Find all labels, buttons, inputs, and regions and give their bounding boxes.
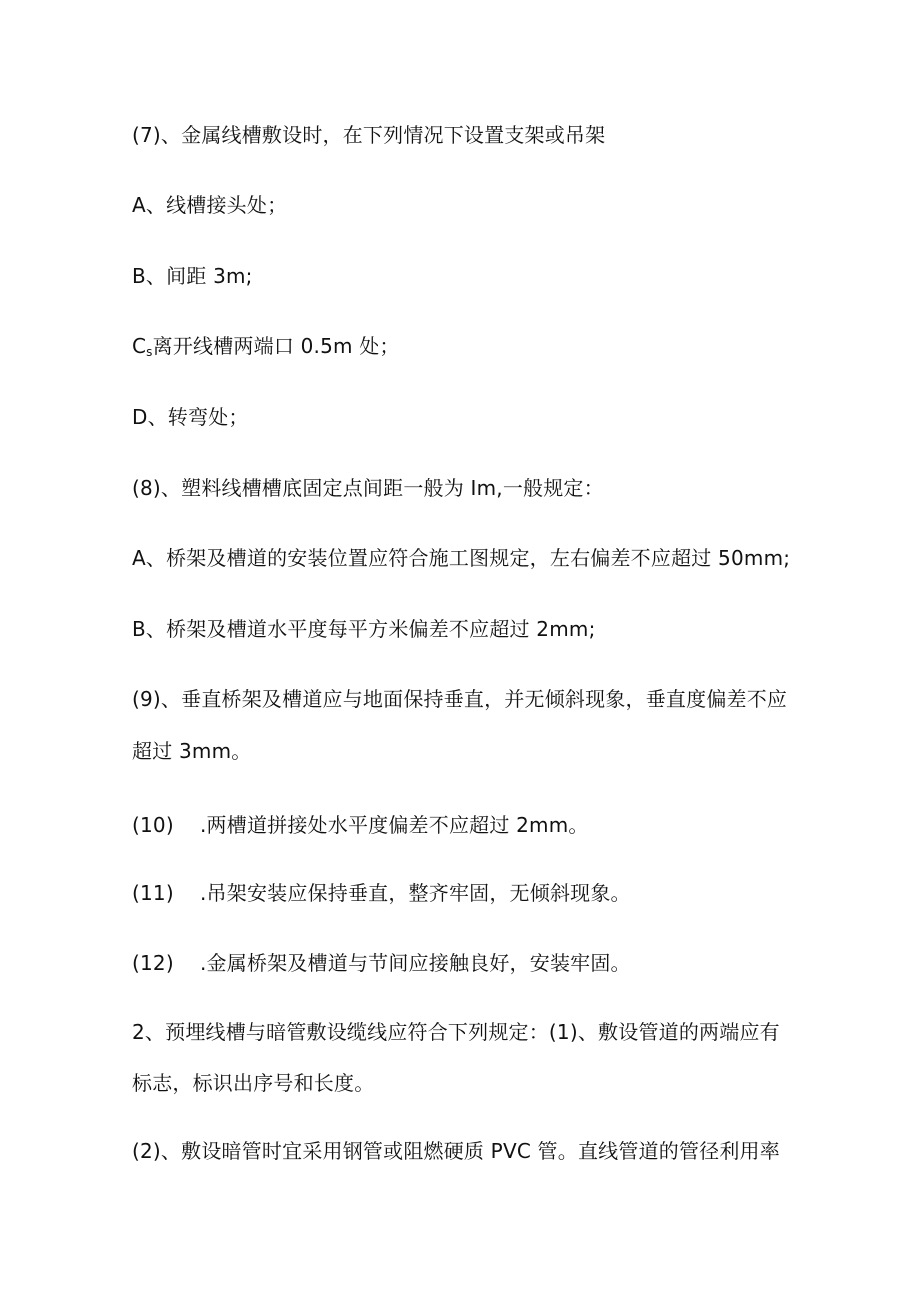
text-line: (2)、敷设暗管时宜采用钢管或阻燃硬质 PVC 管。直线管道的管径利用率 [132, 1139, 780, 1163]
text-line: .两槽道拼接处水平度偏差不应超过 2mm。 [200, 813, 589, 837]
text-line: .金属桥架及槽道与节间应接触良好，安装牢固。 [200, 951, 631, 975]
item-number: (12) [132, 951, 174, 975]
paragraph-item-9-cont [132, 739, 251, 763]
text-line: D、转弯处； [132, 405, 249, 429]
text-line: (9)、垂直桥架及槽道应与地面保持垂直，并无倾斜现象，垂直度偏差不应 [132, 687, 788, 711]
text-line: (7)、金属线槽敷设时，在下列情况下设置支架或吊架 [132, 123, 606, 147]
list-item-c [132, 334, 400, 364]
c-prefix: C [132, 334, 147, 358]
item-number: (10) [132, 813, 174, 837]
paragraph-item-9 [132, 687, 787, 711]
text-line: B、间距 3m; [132, 264, 253, 288]
text-line: A、线槽接头处； [132, 193, 288, 217]
paragraph-item-7 [132, 123, 605, 147]
text-line: 离开线槽两端口 0.5m 处； [152, 334, 400, 358]
list-item-d [132, 405, 249, 429]
paragraph-item-12 [132, 951, 631, 975]
c-subscript: s [146, 345, 153, 359]
text-line: 2、预埋线槽与暗管敷设缆线应符合下列规定：(1)、敷设管道的两端应有 [132, 1020, 780, 1044]
list-item-b-2 [132, 617, 596, 641]
item-number: (11) [132, 881, 174, 905]
text-line: A、桥架及槽道的安装位置应符合施工图规定，左右偏差不应超过 50mm; [132, 546, 791, 570]
paragraph-item-2-2 [132, 1139, 780, 1163]
section-2 [132, 1020, 780, 1044]
paragraph-item-10 [132, 813, 589, 837]
text-line: 超过 3mm。 [132, 739, 252, 763]
section-2-cont [132, 1071, 374, 1095]
text-line: .吊架安装应保持垂直，整齐牢固，无倾斜现象。 [200, 881, 631, 905]
text-line: B、桥架及槽道水平度每平方米偏差不应超过 2mm; [132, 617, 596, 641]
list-item-a-2 [132, 546, 790, 570]
paragraph-item-8 [132, 476, 604, 500]
list-item-b [132, 264, 253, 288]
paragraph-item-11 [132, 881, 631, 905]
text-line: (8)、塑料线槽槽底固定点间距一般为 Im,一般规定： [132, 476, 604, 500]
list-item-a [132, 193, 287, 217]
text-line: 标志，标识出序号和长度。 [132, 1071, 375, 1095]
